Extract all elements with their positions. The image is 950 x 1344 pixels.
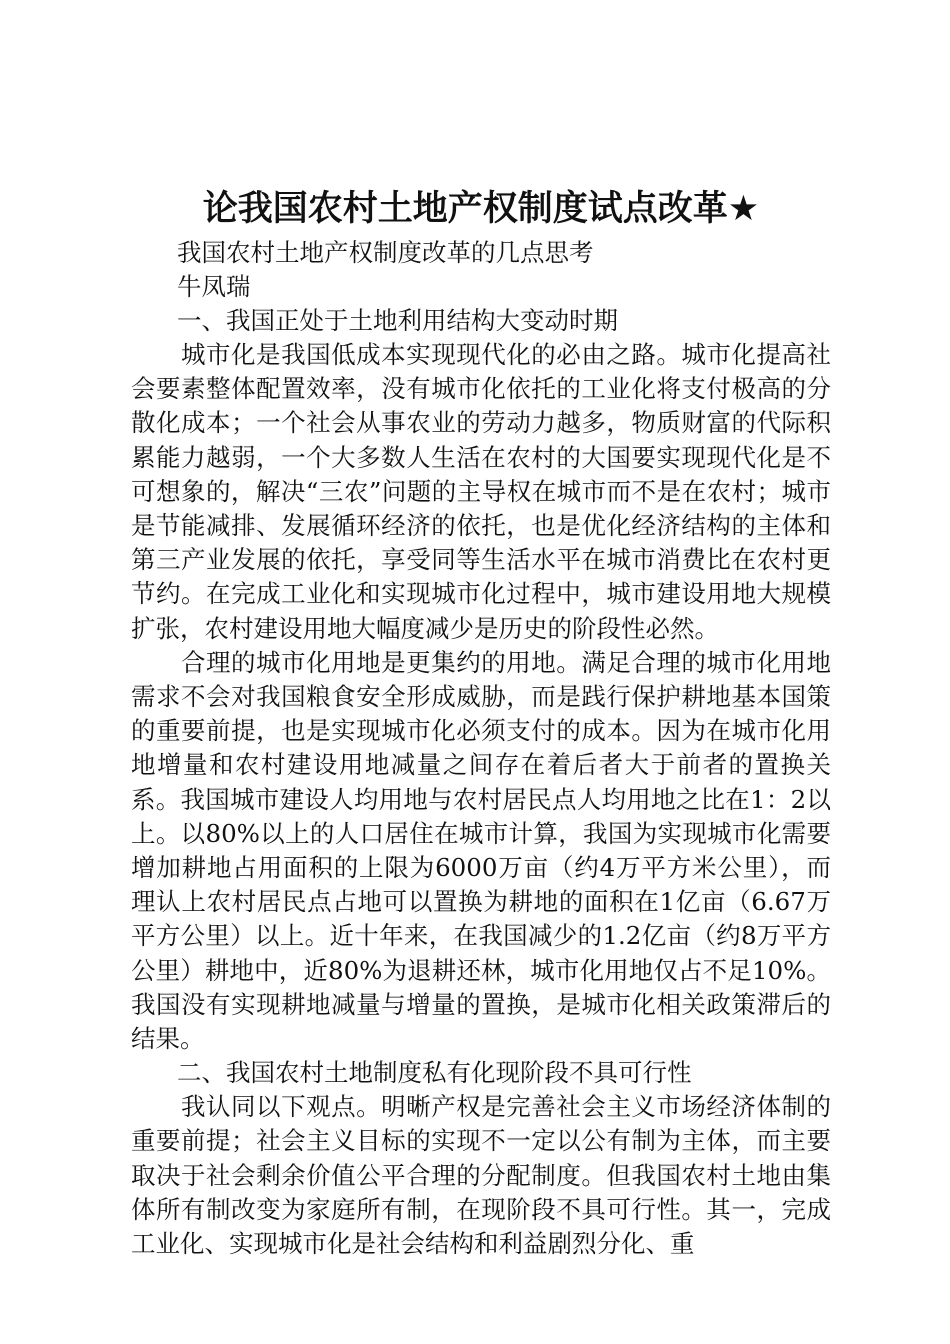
paragraph-3: 我认同以下观点。明晰产权是完善社会主义市场经济体制的重要前提；社会主义目标的实现不一定以公有制为主体，而主要取决于社会剩余价值公平合理的分配制度。但我国农村土地由集体所有制改变为家庭所有制，在现阶段不具可行性。其一，完成工业化、实现城市化是社会结构和利益剧烈分化、重 — [131, 1092, 831, 1259]
section-heading-2: 二、我国农村土地制度私有化现阶段不具可行性 — [177, 1058, 692, 1088]
paragraph-2: 合理的城市化用地是更集约的用地。满足合理的城市化用地需求不会对我国粮食安全形成威胁，而是践行保护耕地基本国策的重要前提，也是实现城市化必须支付的成本。因为在城市化用地增量和农村建设用地减量之间存在着后者大于前者的置换关系。我国城市建设人均用地与农村居民点人均用地之比在1：2以上。以80%以上的人口居住在城市计算，我国为实现城市化需要增加耕地占用面积的上限为6000万亩（约4万平方米公里），而理认上农村居民点占地可以置换为耕地的面积在1亿亩（6.67万平方公里）以上。近十年来，在我国减少的1.2亿亩（约8万平方公里）耕地中，近80%为退耕还林，城市化用地仅占不足10%。我国没有实现耕地减量与增量的置换，是城市化相关政策滞后的结果。 — [131, 647, 831, 1054]
document-page — [131, 184, 831, 1261]
document-subtitle: 我国农村土地产权制度改革的几点思考 — [177, 238, 594, 267]
document-title: 论我国农村土地产权制度试点改革★ — [202, 189, 760, 229]
paragraph-1: 城市化是我国低成本实现现代化的必由之路。城市化提高社会要素整体配置效率，没有城市化依托的工业化将支付极高的分散化成本；一个社会从事农业的劳动力越多，物质财富的代际积累能力越弱，一个大多数人生活在农村的大国要实现现代化是不可想象的，解决“三农”问题的主导权在城市而不是在农村；城市是节能减排、发展循环经济的依托，也是优化经济结构的主体和第三产业发展的依托，享受同等生活水平在城市消费比在农村更节约。在完成工业化和实现城市化过程中，城市建设用地大规模扩张，农村建设用地大幅度减少是历史的阶段性必然。 — [131, 340, 831, 643]
document-author: 牛凤瑞 — [177, 272, 251, 301]
section-heading-1: 一、我国正处于土地利用结构大变动时期 — [177, 306, 618, 335]
